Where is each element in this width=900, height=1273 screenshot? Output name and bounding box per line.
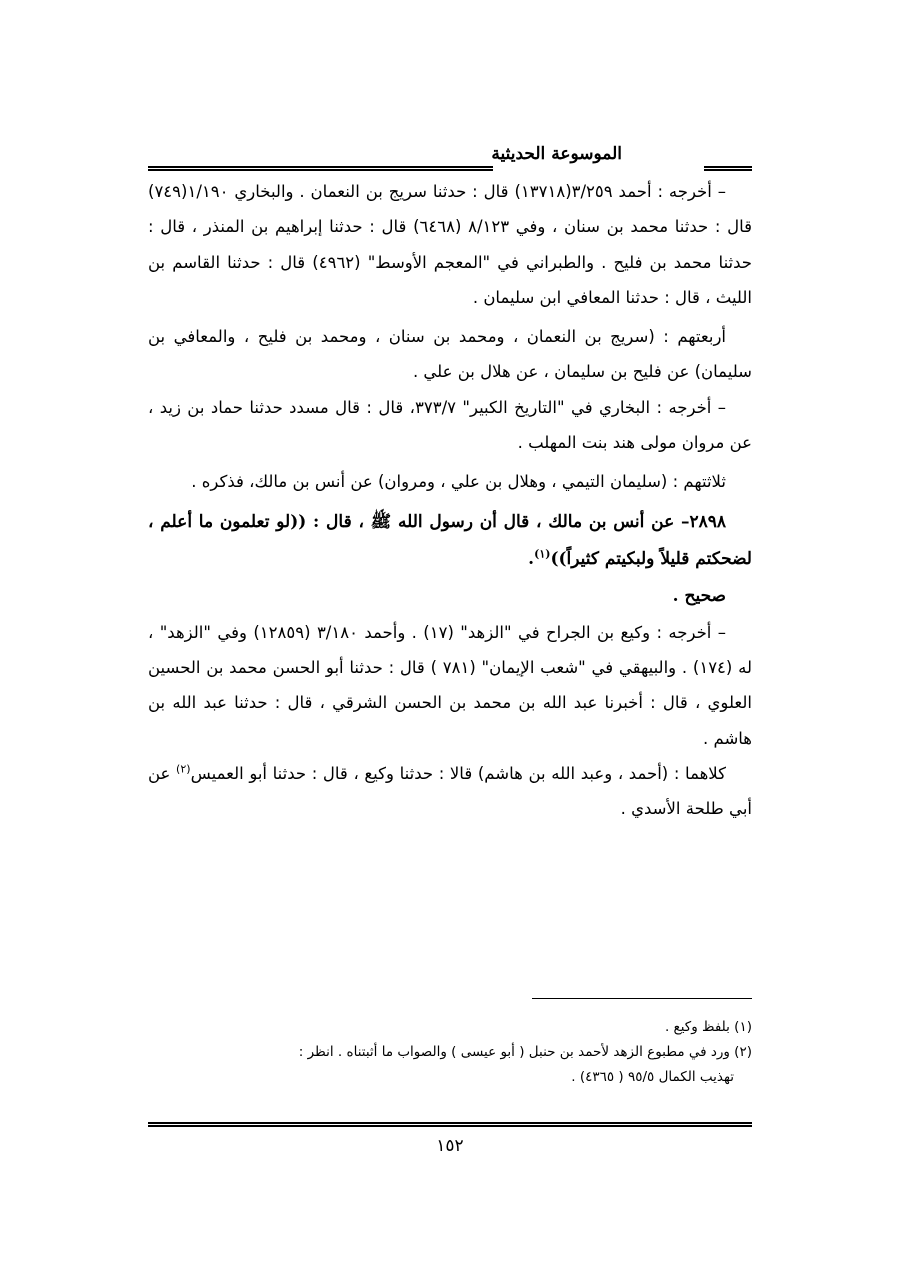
paragraph-3: – أخرجه : البخاري في "التاريخ الكبير" ٣٧٣/٧، قال : قال مسدد حدثنا حماد بن زيد ، عن مروان مولى هند بنت المهلب .	[148, 397, 752, 453]
paragraph-1: – أخرجه : أحمد ٣/٢٥٩(١٣٧١٨) قال : حدثنا سريج بن النعمان . والبخاري ١/١٩٠(٧٤٩) قال : حدثنا محمد بن سنان ، وفي ٨/١٢٣ (٦٤٦٨) قال : حدثنا إبراهيم بن المنذر ، قال : حدثنا محمد بن فليح . والطبراني في "المعجم الأوسط" (٤٩٦٢) قال : حدثنا القاسم بن الليث ، قال : حدثنا المعافي ابن سليمان .	[148, 182, 753, 307]
header-rule-left	[148, 166, 493, 171]
footer-rule	[148, 1122, 752, 1127]
footnote-separator	[532, 998, 752, 999]
page-number: ١٥٢	[436, 1136, 464, 1156]
footnote-ref-2: (٢)	[176, 762, 191, 776]
hadith-grade: صحيح .	[672, 585, 726, 606]
paragraph-2: أربعتهم : (سريج بن النعمان ، ومحمد بن سنان ، ومحمد بن فليح ، والمعافي بن سليمان) عن فليح بن سليمان ، عن هلال بن علي .	[148, 327, 752, 382]
hadith-end: .	[528, 548, 535, 569]
paragraph-6	[148, 756, 752, 827]
hadith-text	[148, 504, 752, 578]
footnotes	[148, 1015, 752, 1090]
hadith-body: ٢٨٩٨– عن أنس بن مالك ، قال أن رسول الله ﷺ ، قال : ((لو تعلمون ما أعلم ، لضحكتم قليلاً ولبكيتم كثيراً))	[148, 511, 752, 569]
book-title: الموسوعة الحديثية	[491, 144, 622, 164]
paragraph-6-before: كلاهما : (أحمد ، وعبد الله بن هاشم) قالا : حدثنا وكيع ، قال : حدثنا أبو العميس	[190, 763, 727, 783]
paragraph-4: ثلاثتهم : (سليمان التيمي ، وهلال بن علي ، ومروان) عن أنس بن مالك، فذكره .	[191, 472, 726, 492]
paragraph-5: – أخرجه : وكيع بن الجراح في "الزهد" (١٧) . وأحمد ٣/١٨٠ (١٢٨٥٩) وفي "الزهد" ، له (١٧٤) . والبيهقي في "شعب الإيمان" (٧٨١ ) قال : حدثنا أبو الحسن محمد بن الحسين العلوي ، قال : أخبرنا عبد الله بن محمد بن الحسن الشرقي ، قال : حدثنا عبد الله بن هاشم .	[148, 622, 752, 748]
footnote-1: (١) بلفظ وكيع .	[664, 1019, 752, 1035]
paragraph-6-after: عن أبي طلحة الأسدي .	[148, 763, 752, 819]
main-text	[148, 174, 752, 826]
footnote-2: (٢) ورد في مطبوع الزهد لأحمد بن حنبل ( أبو عيسى ) والصواب ما أثبتناه . انظر :	[298, 1044, 752, 1060]
footnote-2-continued: تهذيب الكمال ٩٥/٥ ( ٤٣٦٥) .	[571, 1069, 734, 1085]
document-page	[148, 130, 752, 1170]
footnote-ref-1: (١)	[534, 547, 551, 561]
header-rule-right	[704, 166, 752, 171]
